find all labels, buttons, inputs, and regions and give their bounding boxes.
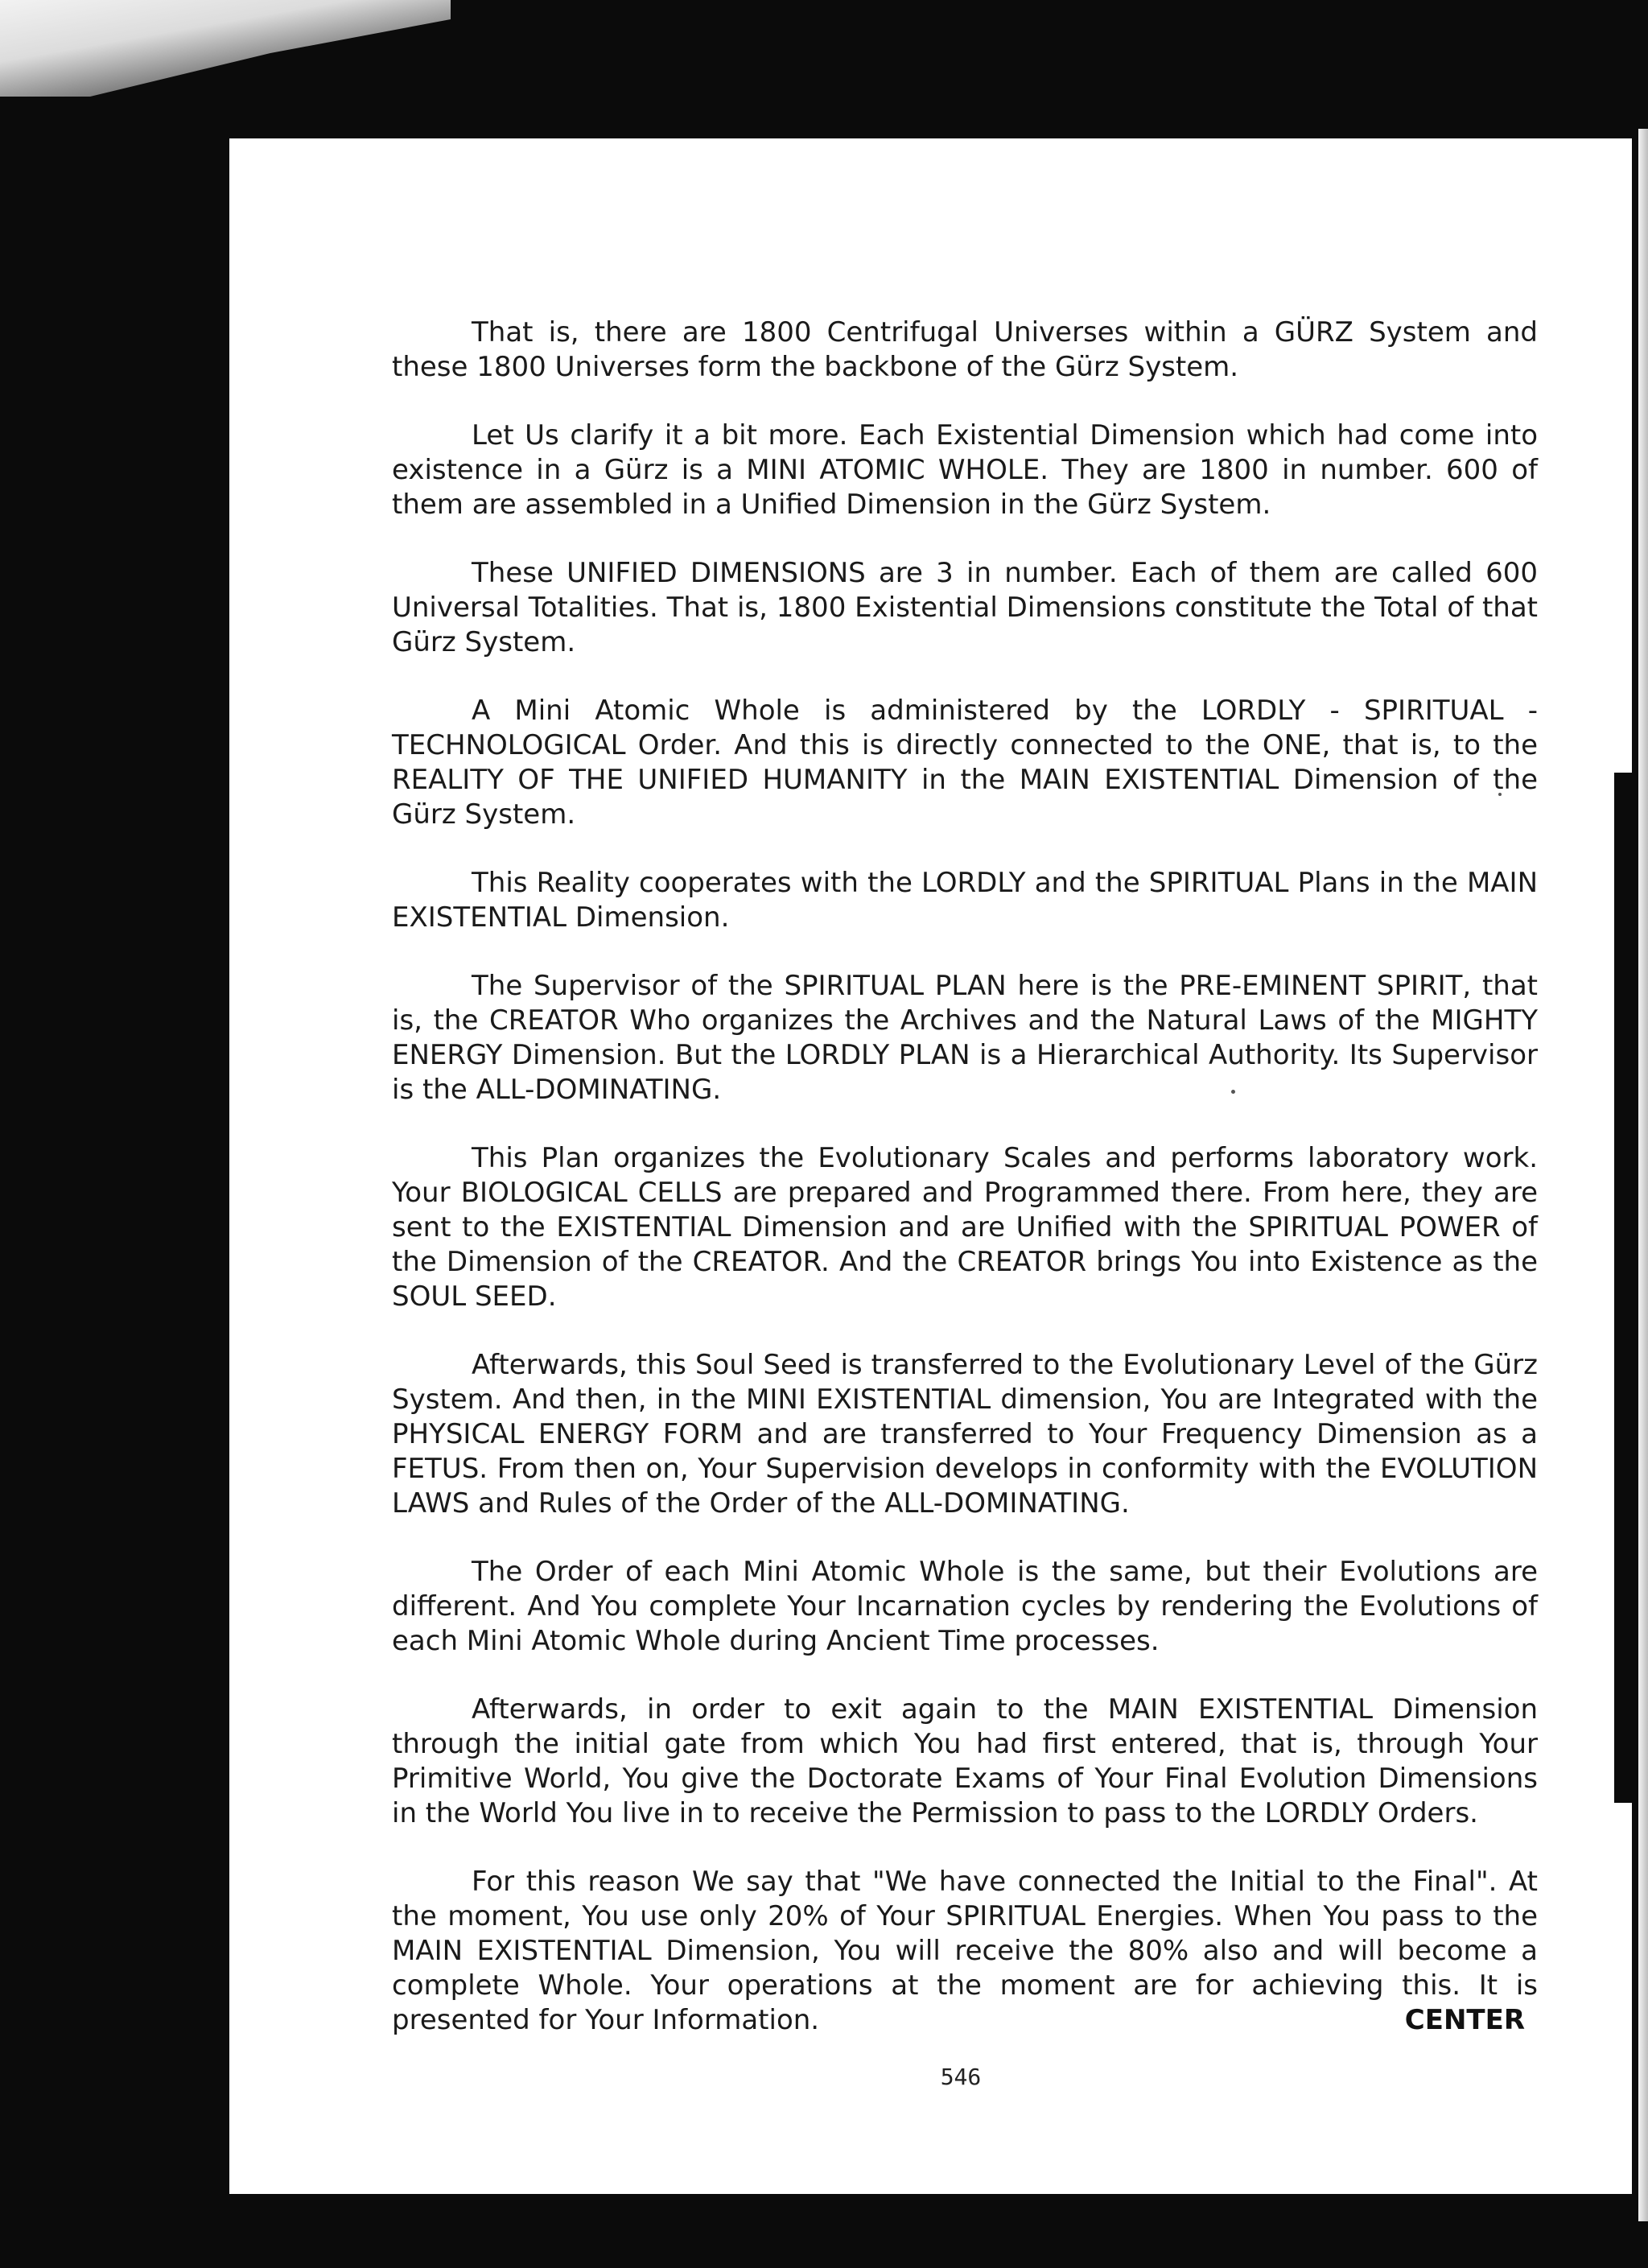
paragraph: The Order of each Mini Atomic Whole is the same, but their Evolutions are different. And You complete Your Incarnation cycles by rendering the Evolutions of each Mini Atomic Whole during Ancient Time processes. — [392, 1556, 1538, 1657]
scan-border-right — [1638, 129, 1648, 2221]
paragraph: A Mini Atomic Whole is administered by the LORDLY - SPIRITUAL - TECHNOLOGICAL Order. And this is directly connected to the ONE, that is, to the REALITY OF THE UNIFIED HUMANITY in the MAIN EXISTENTIAL Dimension of the Gürz System. — [392, 695, 1538, 831]
paragraph: Afterwards, this Soul Seed is transferred to the Evolutionary Level of the Gürz System. And then, in the MINI EXISTENTIAL dimension, You are Integrated with the PHYSICAL ENERGY FORM and are transferred to Your Frequency Dimension as a FETUS. From then on, Your Supervision develops in conformity with the EVOLUTION LAWS and Rules of the Order of the ALL-DOMINATING. — [392, 1349, 1538, 1520]
document-body — [392, 315, 1538, 2072]
paragraph: Afterwards, in order to exit again to the MAIN EXISTENTIAL Dimension through the initial gate from which You had first entered, that is, through Your Primitive World, You give the Doctorate Exams of Your Final Evolution Dimensions in the World You live in to receive the Permission to pass to the LORDLY Orders. — [392, 1693, 1538, 1829]
paragraph: For this reason We say that "We have connected the Initial to the Final". At the moment, You use only 20% of Your SPIRITUAL Energies. When You pass to the MAIN EXISTENTIAL Dimension, You will receive the 80% also and will become a complete Whole. Your operations at the moment are for achieving this. It is presented for Your Information. — [392, 1866, 1538, 2036]
paragraph: That is, there are 1800 Centrifugal Universes within a GÜRZ System and these 1800 Universes form the backbone of the Gürz System. — [392, 316, 1538, 383]
paragraph: Let Us clarify it a bit more. Each Existential Dimension which had come into existence in a Gürz is a MINI ATOMIC WHOLE. They are 1800 in number. 600 of them are assembled in a Unified Dimension in the Gürz System. — [392, 419, 1538, 521]
page-edge-shadow — [1614, 773, 1632, 1803]
paragraph: The Supervisor of the SPIRITUAL PLAN here is the PRE-EMINENT SPIRIT, that is, the CREATOR Who organizes the Archives and the Natural Laws of the MIGHTY ENERGY Dimension. But the LORDLY PLAN is a Hierarchical Authority. Its Supervisor is the ALL-DOMINATING. — [392, 970, 1538, 1106]
page-number: 546 — [940, 2064, 982, 2090]
paragraph: These UNIFIED DIMENSIONS are 3 in number. Each of them are called 600 Universal Totalities. That is, 1800 Existential Dimensions constitute the Total of that Gürz System. — [392, 557, 1538, 658]
paragraph: This Plan organizes the Evolutionary Scales and performs laboratory work. Your BIOLOGICAL CELLS are prepared and Programmed there. From here, they are sent to the EXISTENTIAL Dimension and are Unified with the SPIRITUAL POWER of the Dimension of the CREATOR. And the CREATOR brings You into Existence as the SOUL SEED. — [392, 1142, 1538, 1313]
paragraph: This Reality cooperates with the LORDLY and the SPIRITUAL Plans in the MAIN EXISTENTIAL Dimension. — [392, 867, 1538, 934]
signature: CENTER — [1404, 2004, 1525, 2036]
